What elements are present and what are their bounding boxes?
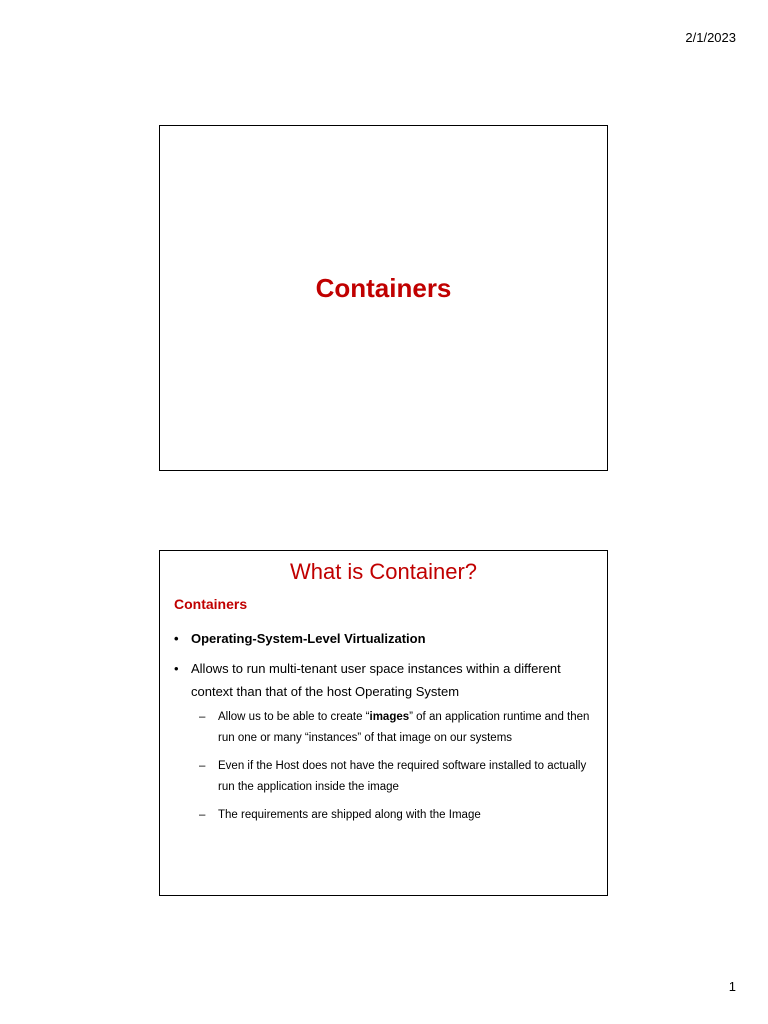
bullet-text: Allows to run multi-tenant user space instances within a different context than that of the host Operating System bbox=[191, 661, 561, 699]
page-date: 2/1/2023 bbox=[685, 30, 736, 45]
subbullet-list bbox=[199, 707, 595, 826]
title-slide-heading: Containers bbox=[315, 273, 452, 303]
subbullet-marker: – bbox=[199, 760, 206, 772]
bullet-marker: • bbox=[174, 661, 179, 676]
subbullet-item bbox=[199, 805, 595, 826]
subbullet-item bbox=[199, 756, 595, 798]
page-number: 1 bbox=[728, 979, 736, 994]
subbullet-text-post: ” of an application runtime and then run one or many “instances” of that image on our systems bbox=[218, 711, 590, 744]
subbullet-text: The requirements are shipped along with the Image bbox=[218, 809, 481, 821]
subbullet-text: Even if the Host does not have the required software installed to actually run the application inside the image bbox=[218, 760, 587, 793]
content-slide bbox=[159, 550, 608, 896]
subbullet-marker: – bbox=[199, 809, 206, 821]
bullet-list bbox=[174, 627, 595, 833]
bullet-item bbox=[174, 627, 595, 650]
bullet-marker: • bbox=[174, 631, 179, 646]
subbullet-text-pre: Allow us to be able to create “ bbox=[218, 711, 370, 723]
section-heading: Containers bbox=[174, 596, 248, 612]
subbullet-item bbox=[199, 707, 595, 749]
title-slide bbox=[159, 125, 608, 471]
slide-title: What is Container? bbox=[289, 559, 478, 584]
bullet-text: Operating-System-Level Virtualization bbox=[191, 631, 426, 646]
bullet-item bbox=[174, 657, 595, 826]
subbullet-text-bold: images bbox=[369, 711, 410, 723]
subbullet-marker: – bbox=[199, 711, 206, 723]
